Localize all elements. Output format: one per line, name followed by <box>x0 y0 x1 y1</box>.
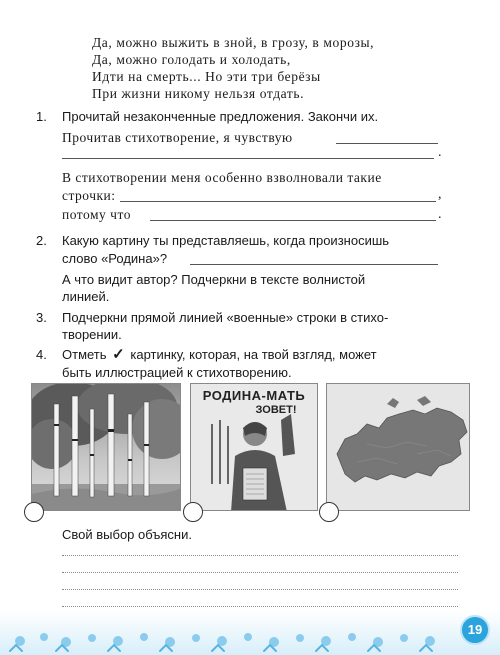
checkmark-icon: ✓ <box>112 346 125 363</box>
choice-circle-map[interactable] <box>319 502 339 522</box>
answer-line[interactable] <box>150 220 436 221</box>
task-2-line-4: линией. <box>62 289 110 304</box>
sentence-lines-1: В стихотворении меня особенно взволновали такие <box>62 170 382 185</box>
writing-line[interactable] <box>62 572 458 573</box>
sentence-because: потому что <box>62 207 131 222</box>
answer-line[interactable] <box>120 201 436 202</box>
writing-line[interactable] <box>62 606 458 607</box>
task-instruction <box>62 346 456 364</box>
comma-mark: , <box>438 187 442 202</box>
task-2-line-3: А что видит автор? Подчеркни в тексте волнистой <box>62 272 366 287</box>
task-4 <box>36 346 456 364</box>
task-3 <box>36 309 456 327</box>
explain-prompt: Свой выбор объясни. <box>62 527 192 542</box>
task-number: 3. <box>36 310 47 325</box>
task-1 <box>36 108 456 126</box>
task-number: 2. <box>36 233 47 248</box>
motherland-poster-image <box>190 383 318 511</box>
poem-line: Да, можно голодать и холодать, <box>92 52 291 67</box>
poem-line: Идти на смерть... Но эти три берёзы <box>92 69 321 84</box>
task-3-line-2: творении. <box>62 327 122 342</box>
choice-circle-birch[interactable] <box>24 502 44 522</box>
period-mark: . <box>438 145 442 160</box>
answer-line[interactable] <box>190 264 438 265</box>
task-number: 1. <box>36 109 47 124</box>
sentence-feel: Прочитав стихотворение, я чувствую <box>62 130 293 145</box>
poem-line: Да, можно выжить в зной, в грозу, в морозы, <box>92 35 375 50</box>
russia-map-image <box>326 383 470 511</box>
sentence-lines-2: строчки: <box>62 188 116 203</box>
task-2 <box>36 232 456 250</box>
writing-line[interactable] <box>62 589 458 590</box>
writing-line[interactable] <box>62 555 458 556</box>
answer-line[interactable] <box>336 143 438 144</box>
choice-circle-poster[interactable] <box>183 502 203 522</box>
birch-trees-image <box>31 383 181 511</box>
poster-subtitle: ЗОВЕТ! <box>255 404 297 416</box>
poster-title: РОДИНА-МАТЬ <box>202 388 306 403</box>
period-mark: . <box>438 207 442 222</box>
poem-excerpt <box>92 34 432 102</box>
page-number: 19 <box>460 615 490 645</box>
decorative-footer <box>0 611 500 655</box>
task-instruction: Прочитай незаконченные предложения. Закончи их. <box>62 109 379 124</box>
task-instruction: Подчеркни прямой линией «военные» строки в стихо- <box>62 310 389 325</box>
task-number: 4. <box>36 347 47 362</box>
task-4-line-2: быть иллюстрацией к стихотворению. <box>62 365 292 380</box>
task-2-line-2: слово «Родина»? <box>62 251 168 266</box>
poem-line: При жизни никому нельзя отдать. <box>92 86 305 101</box>
task-instruction: Какую картину ты представляешь, когда произносишь <box>62 233 390 248</box>
task-4-text-a: Отметь <box>62 347 107 362</box>
task-4-text-b: картинку, которая, на твой взгляд, может <box>130 347 377 362</box>
answer-line[interactable] <box>62 158 434 159</box>
